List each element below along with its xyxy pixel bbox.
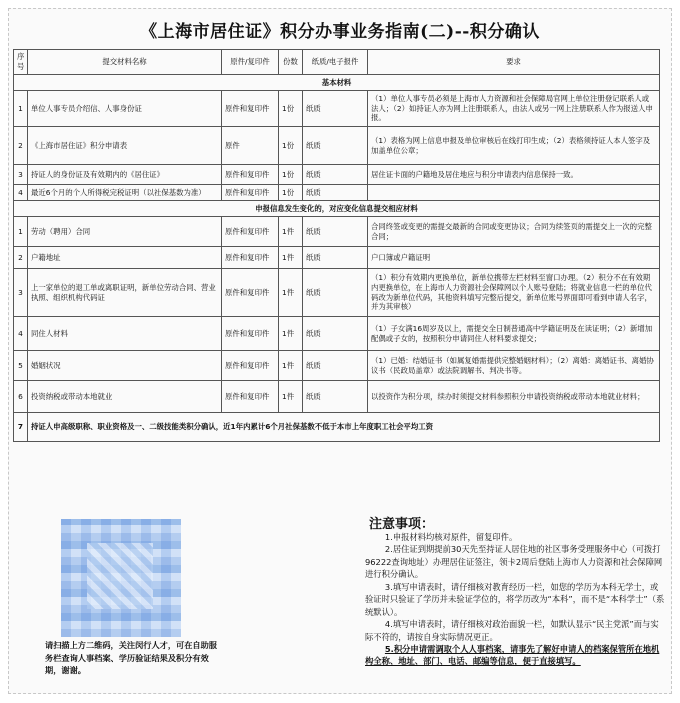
col-header-req: 要求 — [368, 50, 660, 75]
table-header-row — [14, 50, 660, 75]
row-paper: 纸质 — [303, 185, 368, 201]
row-paper: 纸质 — [303, 317, 368, 351]
row-req: （1）积分有效期内更换单位，新单位携带左栏材料至窗口办理。（2）积分不在有效期内更换单位，在上海市人力资源社会保障网以个人账号登陆；将就业信息一栏的单位代码改为新单位代码，其他资料填写完整后提交，新单位账号界面即可看到申请人名字，并为其审核） — [368, 269, 660, 317]
row-count: 1件 — [279, 217, 303, 247]
row-name: 户籍地址 — [28, 247, 222, 269]
table-row — [14, 351, 660, 381]
note-item: 2.居住证到期提前30天先至持证人居住地的社区事务受理服务中心（可拨打96222查询地址）办理居住证签注，领卡2周后登陆上海市人力资源和社会保障网进行积分确认。 — [365, 544, 663, 580]
row-name: 投资纳税或带动本地就业 — [28, 381, 222, 413]
materials-table — [13, 49, 660, 442]
row-name: 劳动（聘用）合同 — [28, 217, 222, 247]
row-orig: 原件和复印件 — [222, 165, 279, 185]
row-count: 1份 — [279, 127, 303, 165]
table-row — [14, 217, 660, 247]
row-count: 1件 — [279, 269, 303, 317]
row-req: 以投资作为积分项，续办时须提交材料参照积分申请投资纳税或带动本地就业材料； — [368, 381, 660, 413]
notes-title: 注意事项： — [369, 517, 435, 532]
col-header-count: 份数 — [279, 50, 303, 75]
qr-note: 请扫描上方二维码，关注闵行人才，可在自助服务栏查询人事档案、学历验证结果及积分有效期，谢谢。 — [45, 640, 217, 676]
qr-code-image[interactable] — [61, 519, 181, 637]
row-no: 1 — [14, 91, 28, 127]
row-name: 上一家单位的退工单或离职证明，新单位劳动合同、营业执照、组织机构代码证 — [28, 269, 222, 317]
row-paper: 纸质 — [303, 381, 368, 413]
row-count: 1件 — [279, 351, 303, 381]
row-name: 单位人事专员介绍信、人事身份证 — [28, 91, 222, 127]
row-orig: 原件和复印件 — [222, 381, 279, 413]
row-no: 6 — [14, 381, 28, 413]
row-req — [368, 185, 660, 201]
note-item: 3.填写申请表时，请仔细核对教育经历一栏，如您的学历为本科无学士，或验证时只验证了学历并未验证学位的，将学历改为“本科”，而不是“本科学士”（系统默认）。 — [365, 581, 665, 617]
table-row — [14, 381, 660, 413]
note-item: 1.申报材料均核对原件，留复印件。 — [384, 532, 518, 542]
table-row — [14, 269, 660, 317]
row-orig: 原件和复印件 — [222, 269, 279, 317]
row-req: 户口簿或户籍证明 — [368, 247, 660, 269]
section-basic-label: 基本材料 — [14, 75, 660, 91]
row-no: 4 — [14, 317, 28, 351]
col-header-orig: 原件/复印件 — [222, 50, 279, 75]
notes-list — [365, 531, 665, 668]
row-orig: 原件和复印件 — [222, 351, 279, 381]
row-text: 持证人申高级职称、职业资格及一、二级技能类积分确认，近1年内累计6个月社保基数不低于本市上年度职工社会平均工资 — [28, 413, 660, 442]
table-row — [14, 91, 660, 127]
page-title: 《上海市居住证》积分办事业务指南(二)--积分确认 — [140, 22, 540, 42]
row-paper: 纸质 — [303, 217, 368, 247]
section-change-label: 申报信息发生变化的，对应变化信息提交相应材料 — [14, 201, 660, 217]
qr-code-pattern — [87, 543, 153, 609]
row-name: 《上海市居住证》积分申请表 — [28, 127, 222, 165]
row-name: 同住人材料 — [28, 317, 222, 351]
row-req: 合同终签或变更的需提交最新的合同或变更协议；合同为续签页的需提交上一次的完整合同； — [368, 217, 660, 247]
row-req: 居住证卡面的户籍地及居住地应与积分申请表内信息保持一致。 — [368, 165, 660, 185]
row-no: 2 — [14, 247, 28, 269]
row-req: （1）单位人事专员必须是上海市人力资源和社会保障局官网上单位注册登记联系人或法人；（2）如持证人亦为网上注册联系人，由法人或另一网上注册联系人作为报送人申报。 — [368, 91, 660, 127]
row-no: 7 — [14, 413, 28, 442]
row-req: （1）表格为网上信息申报及单位审核后在线打印生成；（2）表格须持证人本人签字及加盖单位公章； — [368, 127, 660, 165]
row-orig: 原件和复印件 — [222, 217, 279, 247]
row-no: 2 — [14, 127, 28, 165]
row-req: （1）已婚：结婚证书（如属复婚需提供完整婚姻材料）；（2）离婚：离婚证书、离婚协议书（民政局盖章）或法院调解书、判决书等。 — [368, 351, 660, 381]
row-paper: 纸质 — [303, 247, 368, 269]
row-paper: 纸质 — [303, 165, 368, 185]
row-count: 1份 — [279, 165, 303, 185]
row-name: 持证人的身份证及有效期内的《居住证》 — [28, 165, 222, 185]
note-item: 5.积分申请需调取个人人事档案，请事先了解好申请人的档案保管所在地机构全称、地址、部门、电话、邮编等信息，便于直接填写。 — [365, 643, 660, 667]
table-row-last — [14, 413, 660, 442]
row-orig: 原件和复印件 — [222, 247, 279, 269]
row-orig: 原件和复印件 — [222, 317, 279, 351]
row-name: 最近6个月的个人所得税完税证明（以社保基数为准） — [28, 185, 222, 201]
row-count: 1份 — [279, 185, 303, 201]
row-count: 1件 — [279, 247, 303, 269]
row-paper: 纸质 — [303, 127, 368, 165]
row-orig: 原件和复印件 — [222, 185, 279, 201]
row-paper: 纸质 — [303, 269, 368, 317]
row-req: （1）子女满16周岁及以上，需提交全日制普通高中学籍证明及在读证明；（2）新增加配偶或子女的，按照积分申请同住人材料要求提交； — [368, 317, 660, 351]
row-orig: 原件 — [222, 127, 279, 165]
table-row — [14, 185, 660, 201]
row-no: 1 — [14, 217, 28, 247]
row-orig: 原件和复印件 — [222, 91, 279, 127]
row-no: 3 — [14, 165, 28, 185]
col-header-no: 序号 — [14, 50, 28, 75]
guide-page — [8, 8, 672, 694]
row-no: 5 — [14, 351, 28, 381]
table-row — [14, 317, 660, 351]
row-count: 1份 — [279, 91, 303, 127]
table-row — [14, 165, 660, 185]
col-header-paper: 纸质/电子报件 — [303, 50, 368, 75]
row-no: 4 — [14, 185, 28, 201]
note-item: 4.填写申请表时，请仔细核对政治面貌一栏，如默认显示“民主党派”而与实际不符的，请按自身实际情况更正。 — [365, 619, 659, 642]
section-header-basic — [14, 75, 660, 91]
col-header-name: 提交材料名称 — [28, 50, 222, 75]
row-name: 婚姻状况 — [28, 351, 222, 381]
row-count: 1件 — [279, 317, 303, 351]
table-row — [14, 127, 660, 165]
section-header-change — [14, 201, 660, 217]
row-paper: 纸质 — [303, 351, 368, 381]
row-paper: 纸质 — [303, 91, 368, 127]
table-row — [14, 247, 660, 269]
row-no: 3 — [14, 269, 28, 317]
row-count: 1件 — [279, 381, 303, 413]
